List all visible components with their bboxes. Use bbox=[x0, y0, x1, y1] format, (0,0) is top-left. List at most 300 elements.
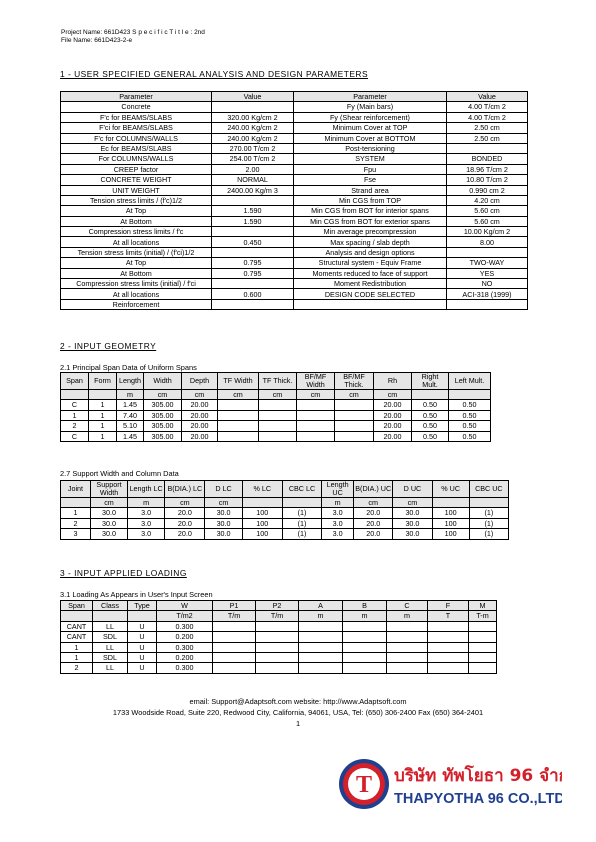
table-cell: 305.00 bbox=[144, 431, 182, 441]
table-cell bbox=[343, 621, 387, 631]
table-units-row bbox=[61, 611, 497, 621]
table-cell bbox=[447, 299, 528, 309]
column-header: BF/MF Thick. bbox=[335, 373, 374, 390]
table-cell: 20.0 bbox=[165, 529, 205, 539]
table-cell: U bbox=[128, 663, 157, 673]
table-cell bbox=[256, 663, 299, 673]
table-cell: CONCRETE WEIGHT bbox=[61, 175, 212, 185]
table-cell: For COLUMNS/WALLS bbox=[61, 154, 212, 164]
section-1-title: 1 - USER SPECIFIED GENERAL ANALYSIS AND DESIGN PARAMETERS bbox=[60, 69, 369, 79]
table-cell: 0.450 bbox=[212, 237, 294, 247]
table-cell: 10.00 Kg/cm 2 bbox=[447, 227, 528, 237]
column-header: CBC UC bbox=[469, 481, 508, 498]
unit-cell bbox=[432, 498, 469, 508]
table-cell: 0.50 bbox=[412, 400, 449, 410]
unit-cell: T/m bbox=[256, 611, 299, 621]
column-header: % LC bbox=[242, 481, 282, 498]
table-units-row bbox=[61, 390, 491, 400]
unit-cell bbox=[128, 611, 157, 621]
table-row bbox=[61, 216, 528, 226]
table-cell: 100 bbox=[432, 529, 469, 539]
unit-cell bbox=[61, 390, 89, 400]
table-cell: 5.60 cm bbox=[447, 206, 528, 216]
unit-cell: cm bbox=[354, 498, 393, 508]
table-row bbox=[61, 112, 528, 122]
table-cell: Compression stress limits (initial) / f'ci bbox=[61, 279, 212, 289]
table-cell bbox=[387, 642, 428, 652]
column-header: Left Mult. bbox=[449, 373, 491, 390]
table-row bbox=[61, 133, 528, 143]
table-cell: 30.0 bbox=[205, 518, 242, 528]
unit-cell bbox=[242, 498, 282, 508]
unit-cell bbox=[93, 611, 128, 621]
table-cell: 0.50 bbox=[412, 410, 449, 420]
table-cell bbox=[428, 621, 469, 631]
table-units-row bbox=[61, 498, 509, 508]
table-cell: 1.45 bbox=[117, 431, 144, 441]
table-cell: 100 bbox=[432, 518, 469, 528]
table-cell: 5.60 cm bbox=[447, 216, 528, 226]
table-cell: 10.80 T/cm 2 bbox=[447, 175, 528, 185]
table-cell bbox=[259, 410, 297, 420]
table-cell: 1 bbox=[89, 410, 117, 420]
unit-cell: cm bbox=[297, 390, 335, 400]
table-cell: 2.00 bbox=[212, 164, 294, 174]
logo-thai-name: บริษัท ทัพโยธา 96 จำกัด bbox=[394, 766, 562, 786]
table-cell: 1 bbox=[61, 642, 93, 652]
table-row bbox=[61, 247, 528, 257]
table-cell bbox=[213, 663, 256, 673]
table-row bbox=[61, 175, 528, 185]
table-cell: 20.0 bbox=[354, 508, 393, 518]
unit-cell bbox=[469, 498, 508, 508]
table-cell: 30.0 bbox=[90, 508, 127, 518]
column-header: B bbox=[343, 601, 387, 611]
table-cell bbox=[335, 431, 374, 441]
column-header: TF Thick. bbox=[259, 373, 297, 390]
table-row bbox=[61, 185, 528, 195]
unit-cell: cm bbox=[182, 390, 218, 400]
table-cell bbox=[297, 400, 335, 410]
column-header: F bbox=[428, 601, 469, 611]
table-cell: 100 bbox=[242, 508, 282, 518]
table-cell bbox=[428, 632, 469, 642]
column-header: W bbox=[157, 601, 213, 611]
table-row bbox=[61, 642, 497, 652]
table-cell: (1) bbox=[469, 518, 508, 528]
table-cell bbox=[447, 143, 528, 153]
table-header-row bbox=[61, 373, 491, 390]
table-cell: F'c for BEAMS/SLABS bbox=[61, 112, 212, 122]
table-cell bbox=[469, 632, 497, 642]
table-cell: 30.0 bbox=[205, 529, 242, 539]
table-cell bbox=[218, 410, 259, 420]
table-cell: 4.20 cm bbox=[447, 195, 528, 205]
table-cell: Fy (Shear reinforcement) bbox=[294, 112, 447, 122]
table-cell: (1) bbox=[469, 508, 508, 518]
table-cell: Moment Redistribution bbox=[294, 279, 447, 289]
table-cell bbox=[256, 652, 299, 662]
column-header: Parameter bbox=[61, 92, 212, 102]
table-row bbox=[61, 154, 528, 164]
table-cell: U bbox=[128, 632, 157, 642]
table-cell bbox=[387, 663, 428, 673]
table-cell: 0.50 bbox=[449, 400, 491, 410]
table-cell: DESIGN CODE SELECTED bbox=[294, 289, 447, 299]
table-cell: 0.200 bbox=[157, 632, 213, 642]
table-cell bbox=[299, 663, 343, 673]
table-cell: 20.00 bbox=[182, 410, 218, 420]
table-cell: 18.96 T/cm 2 bbox=[447, 164, 528, 174]
table-cell: 30.0 bbox=[393, 508, 432, 518]
table-cell bbox=[428, 663, 469, 673]
table-row bbox=[61, 299, 528, 309]
general-parameters-table bbox=[60, 91, 528, 310]
table-cell: Reinforcement bbox=[61, 299, 212, 309]
column-header: Joint bbox=[61, 481, 91, 498]
unit-cell: cm bbox=[90, 498, 127, 508]
column-header: Value bbox=[447, 92, 528, 102]
table-cell bbox=[428, 642, 469, 652]
section-3-title: 3 - INPUT APPLIED LOADING bbox=[60, 568, 187, 578]
table-cell: 0.990 cm 2 bbox=[447, 185, 528, 195]
table-cell: 3.0 bbox=[322, 529, 354, 539]
table-cell bbox=[212, 299, 294, 309]
column-header: % UC bbox=[432, 481, 469, 498]
table-row bbox=[61, 663, 497, 673]
table-row bbox=[61, 195, 528, 205]
unit-cell bbox=[89, 390, 117, 400]
table-cell: 305.00 bbox=[144, 410, 182, 420]
table-cell: Tension stress limits (initial) / (f'ci)1/2 bbox=[61, 247, 212, 257]
table-row bbox=[61, 518, 509, 528]
table-cell: U bbox=[128, 652, 157, 662]
column-header: CBC LC bbox=[282, 481, 321, 498]
table-cell bbox=[469, 663, 497, 673]
table-cell: 2400.00 Kg/m 3 bbox=[212, 185, 294, 195]
table-cell: Fy (Main bars) bbox=[294, 102, 447, 112]
column-header: Value bbox=[212, 92, 294, 102]
table-row bbox=[61, 632, 497, 642]
table-cell: 254.00 T/cm 2 bbox=[212, 154, 294, 164]
table-cell: U bbox=[128, 642, 157, 652]
unit-cell: T/m bbox=[213, 611, 256, 621]
table-cell bbox=[299, 621, 343, 631]
table-cell bbox=[469, 642, 497, 652]
table-cell bbox=[335, 400, 374, 410]
table-cell: At Top bbox=[61, 258, 212, 268]
table-cell bbox=[343, 632, 387, 642]
table-row bbox=[61, 421, 491, 431]
table-cell: CANT bbox=[61, 621, 93, 631]
table-cell: 0.50 bbox=[449, 410, 491, 420]
table-cell bbox=[299, 632, 343, 642]
table-row bbox=[61, 652, 497, 662]
table-cell bbox=[212, 247, 294, 257]
table-cell: 1 bbox=[61, 508, 91, 518]
table-cell: 320.00 Kg/cm 2 bbox=[212, 112, 294, 122]
table-header-row bbox=[61, 92, 528, 102]
column-header: D UC bbox=[393, 481, 432, 498]
table-header-row bbox=[61, 481, 509, 498]
unit-cell: m bbox=[322, 498, 354, 508]
table-cell: 20.00 bbox=[182, 421, 218, 431]
table-cell bbox=[387, 621, 428, 631]
table-cell bbox=[387, 632, 428, 642]
table-cell: 30.0 bbox=[90, 518, 127, 528]
table-row bbox=[61, 102, 528, 112]
table-row bbox=[61, 410, 491, 420]
table-cell: TWO-WAY bbox=[447, 258, 528, 268]
unit-cell: m bbox=[343, 611, 387, 621]
column-header: Right Mult. bbox=[412, 373, 449, 390]
table-cell: F'c for COLUMNS/WALLS bbox=[61, 133, 212, 143]
file-name-line: File Name: 661D423-2-e bbox=[61, 37, 133, 44]
column-header: Span bbox=[61, 601, 93, 611]
table-cell: 3.0 bbox=[128, 529, 165, 539]
unit-cell: m bbox=[117, 390, 144, 400]
table-row bbox=[61, 621, 497, 631]
table-cell bbox=[213, 652, 256, 662]
support-data-table bbox=[60, 480, 509, 540]
loading-table bbox=[60, 600, 497, 674]
table-cell bbox=[213, 642, 256, 652]
table-cell: At Bottom bbox=[61, 268, 212, 278]
column-header: Rh bbox=[374, 373, 412, 390]
table-cell: 20.0 bbox=[165, 518, 205, 528]
unit-cell: T bbox=[428, 611, 469, 621]
table-cell: 2 bbox=[61, 421, 89, 431]
table-cell: (1) bbox=[469, 529, 508, 539]
table-row bbox=[61, 289, 528, 299]
table-cell: 30.0 bbox=[90, 529, 127, 539]
table-cell: Min CGS from BOT for interior spans bbox=[294, 206, 447, 216]
table-cell: Tension stress limits / (f'c)1/2 bbox=[61, 195, 212, 205]
table-cell: Structural system - Equiv Frame bbox=[294, 258, 447, 268]
unit-cell: T-m bbox=[469, 611, 497, 621]
table-cell bbox=[335, 421, 374, 431]
table-cell: 1.590 bbox=[212, 206, 294, 216]
logo-letter: T bbox=[355, 772, 373, 798]
table-cell: LL bbox=[93, 621, 128, 631]
table-cell: BONDED bbox=[447, 154, 528, 164]
table-cell bbox=[212, 195, 294, 205]
table-cell: LL bbox=[93, 663, 128, 673]
table-row bbox=[61, 279, 528, 289]
table-cell: 0.50 bbox=[412, 421, 449, 431]
table-cell: Strand area bbox=[294, 185, 447, 195]
table-cell: 20.00 bbox=[182, 431, 218, 441]
column-header: Span bbox=[61, 373, 89, 390]
unit-cell bbox=[61, 611, 93, 621]
unit-cell: T/m2 bbox=[157, 611, 213, 621]
table-cell bbox=[469, 621, 497, 631]
table-cell: 0.300 bbox=[157, 663, 213, 673]
table-cell bbox=[259, 400, 297, 410]
column-header: P2 bbox=[256, 601, 299, 611]
table-cell: Fpu bbox=[294, 164, 447, 174]
column-header: Type bbox=[128, 601, 157, 611]
table-cell bbox=[343, 652, 387, 662]
table-cell: Ec for BEAMS/SLABS bbox=[61, 143, 212, 153]
table-cell: Post-tensioning bbox=[294, 143, 447, 153]
table-row bbox=[61, 143, 528, 153]
table-cell: 3.0 bbox=[322, 508, 354, 518]
table-cell: 0.795 bbox=[212, 258, 294, 268]
table-cell bbox=[343, 663, 387, 673]
section-2-title: 2 - INPUT GEOMETRY bbox=[60, 341, 157, 351]
table-cell: SDL bbox=[93, 632, 128, 642]
table-cell: 0.795 bbox=[212, 268, 294, 278]
project-name-line: Project Name: 661D423 S p e c i f i c T i t l e : 2nd bbox=[61, 29, 205, 36]
table-cell: 0.50 bbox=[412, 431, 449, 441]
table-cell: 1 bbox=[89, 431, 117, 441]
table-cell bbox=[299, 642, 343, 652]
span-data-title: 2.1 Principal Span Data of Uniform Spans bbox=[60, 363, 197, 372]
table-cell: At Bottom bbox=[61, 216, 212, 226]
table-row bbox=[61, 529, 509, 539]
table-cell: 1.45 bbox=[117, 400, 144, 410]
table-cell: Min CGS from BOT for exterior spans bbox=[294, 216, 447, 226]
unit-cell: m bbox=[387, 611, 428, 621]
unit-cell: m bbox=[299, 611, 343, 621]
table-cell bbox=[212, 227, 294, 237]
table-cell bbox=[259, 421, 297, 431]
table-cell bbox=[256, 632, 299, 642]
table-cell bbox=[297, 421, 335, 431]
page-number: 1 bbox=[295, 719, 301, 728]
table-cell bbox=[387, 652, 428, 662]
table-cell: 4.00 T/cm 2 bbox=[447, 112, 528, 122]
table-row bbox=[61, 164, 528, 174]
table-cell: YES bbox=[447, 268, 528, 278]
table-cell: 8.00 bbox=[447, 237, 528, 247]
table-cell: 3.0 bbox=[128, 508, 165, 518]
table-cell: Compression stress limits / f'c bbox=[61, 227, 212, 237]
table-cell: (1) bbox=[282, 518, 321, 528]
table-cell: 30.0 bbox=[393, 529, 432, 539]
footer-address: 1733 Woodside Road, Suite 220, Redwood City, California, 94061, USA, Tel: (650) 306-2400 Fax (650) 364-2401 bbox=[112, 708, 484, 717]
span-data-table bbox=[60, 372, 491, 442]
table-cell: 0.300 bbox=[157, 642, 213, 652]
table-cell: 1 bbox=[89, 421, 117, 431]
column-header: A bbox=[299, 601, 343, 611]
unit-cell bbox=[449, 390, 491, 400]
table-row bbox=[61, 258, 528, 268]
table-cell bbox=[297, 431, 335, 441]
table-cell: 20.0 bbox=[354, 529, 393, 539]
table-cell: 2 bbox=[61, 663, 93, 673]
unit-cell: cm bbox=[259, 390, 297, 400]
table-cell: C bbox=[61, 400, 89, 410]
table-row bbox=[61, 206, 528, 216]
table-cell: At all locations bbox=[61, 289, 212, 299]
table-cell bbox=[299, 652, 343, 662]
table-cell: SDL bbox=[93, 652, 128, 662]
table-cell: 100 bbox=[242, 529, 282, 539]
table-cell: Concrete bbox=[61, 102, 212, 112]
table-cell: C bbox=[61, 431, 89, 441]
table-cell: Max spacing / slab depth bbox=[294, 237, 447, 247]
table-cell: CREEP factor bbox=[61, 164, 212, 174]
unit-cell: cm bbox=[205, 498, 242, 508]
support-data-title: 2.7 Support Width and Column Data bbox=[60, 469, 179, 478]
table-row bbox=[61, 227, 528, 237]
table-cell: 2 bbox=[61, 518, 91, 528]
table-cell: 0.300 bbox=[157, 621, 213, 631]
table-cell: 240.00 Kg/cm 2 bbox=[212, 133, 294, 143]
column-header: TF Width bbox=[218, 373, 259, 390]
table-cell bbox=[256, 621, 299, 631]
table-cell bbox=[343, 642, 387, 652]
table-cell: 3.0 bbox=[128, 518, 165, 528]
column-header: Parameter bbox=[294, 92, 447, 102]
table-cell: (1) bbox=[282, 529, 321, 539]
table-cell: 4.00 T/cm 2 bbox=[447, 102, 528, 112]
table-cell: 100 bbox=[432, 508, 469, 518]
table-cell: 20.00 bbox=[374, 410, 412, 420]
table-cell: 20.00 bbox=[374, 431, 412, 441]
table-cell: 0.600 bbox=[212, 289, 294, 299]
unit-cell: cm bbox=[144, 390, 182, 400]
table-cell: 3 bbox=[61, 529, 91, 539]
table-cell: Fse bbox=[294, 175, 447, 185]
table-cell bbox=[335, 410, 374, 420]
column-header: Length bbox=[117, 373, 144, 390]
table-cell bbox=[294, 299, 447, 309]
table-cell: 100 bbox=[242, 518, 282, 528]
table-cell: 1 bbox=[89, 400, 117, 410]
table-cell bbox=[447, 247, 528, 257]
table-cell: 20.0 bbox=[354, 518, 393, 528]
table-cell bbox=[256, 642, 299, 652]
table-cell: At all locations bbox=[61, 237, 212, 247]
column-header: Class bbox=[93, 601, 128, 611]
unit-cell: cm bbox=[393, 498, 432, 508]
table-cell: 20.00 bbox=[374, 400, 412, 410]
table-cell: 305.00 bbox=[144, 400, 182, 410]
column-header: B(DIA.) UC bbox=[354, 481, 393, 498]
footer-contact: email: Support@Adaptsoft.com website: http://www.Adaptsoft.com bbox=[189, 697, 407, 706]
table-cell bbox=[259, 431, 297, 441]
table-cell: 30.0 bbox=[393, 518, 432, 528]
column-header: BF/MF Width bbox=[297, 373, 335, 390]
column-header: Depth bbox=[182, 373, 218, 390]
table-cell: Moments reduced to face of support bbox=[294, 268, 447, 278]
table-cell: 0.200 bbox=[157, 652, 213, 662]
table-cell: UNIT WEIGHT bbox=[61, 185, 212, 195]
table-cell bbox=[213, 632, 256, 642]
unit-cell bbox=[282, 498, 321, 508]
loading-title: 3.1 Loading As Appears in User's Input Screen bbox=[60, 590, 213, 599]
table-cell bbox=[212, 102, 294, 112]
table-cell bbox=[213, 621, 256, 631]
column-header: B(DIA.) LC bbox=[165, 481, 205, 498]
unit-cell: m bbox=[128, 498, 165, 508]
column-header: Width bbox=[144, 373, 182, 390]
table-cell: NORMAL bbox=[212, 175, 294, 185]
unit-cell: cm bbox=[165, 498, 205, 508]
unit-cell bbox=[412, 390, 449, 400]
table-cell: 270.00 T/cm 2 bbox=[212, 143, 294, 153]
table-cell bbox=[469, 652, 497, 662]
table-cell: 0.50 bbox=[449, 421, 491, 431]
table-cell: (1) bbox=[282, 508, 321, 518]
table-cell: 1 bbox=[61, 652, 93, 662]
unit-cell: cm bbox=[374, 390, 412, 400]
table-cell: Min CGS from TOP bbox=[294, 195, 447, 205]
table-cell: 2.50 cm bbox=[447, 123, 528, 133]
